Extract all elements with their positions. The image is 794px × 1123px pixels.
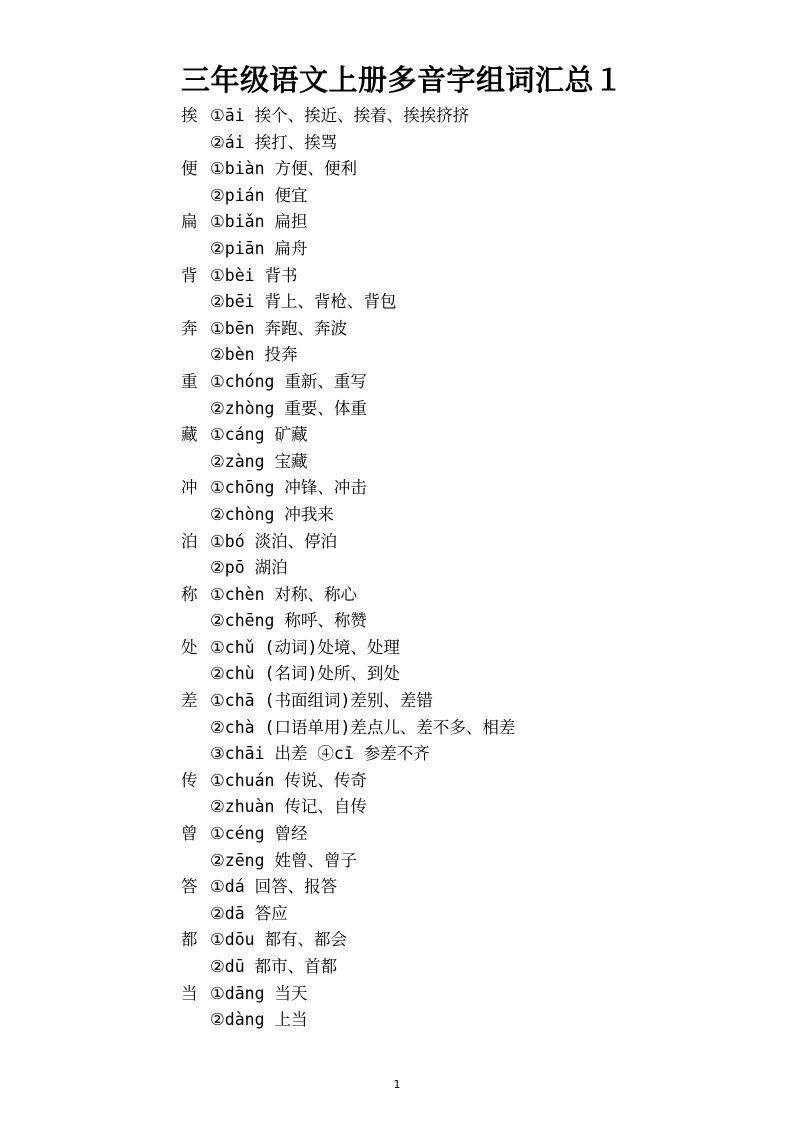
pronunciation-and-words: ①dāng 当天 (210, 983, 308, 1003)
list-item (181, 316, 741, 343)
pronunciation-and-words: ②zēng 姓曾、曾子 (210, 850, 357, 870)
page-title: 三年级语文上册多音字组词汇总１ (181, 63, 624, 97)
list-item (181, 741, 741, 768)
pronunciation-and-words: ②chù (名词)处所、到处 (210, 664, 400, 684)
pronunciation-and-words: ①chuán 传说、传奇 (210, 770, 367, 790)
polyphone-character: 答 (181, 877, 198, 897)
polyphone-character: 曾 (181, 824, 198, 844)
pronunciation-and-words: ①bèi 背书 (210, 265, 298, 285)
pronunciation-and-words: ①céng 曾经 (210, 824, 308, 844)
list-item (181, 396, 741, 423)
pronunciation-and-words: ②zhòng 重要、体重 (210, 398, 367, 418)
polyphone-character: 藏 (181, 425, 198, 445)
pronunciation-and-words: ①chǔ (动词)处境、处理 (210, 637, 400, 657)
list-item (181, 901, 741, 928)
pronunciation-and-words: ①cáng 矿藏 (210, 425, 308, 445)
polyphone-character: 奔 (181, 318, 198, 338)
pronunciation-and-words: ②dā 答应 (210, 903, 288, 923)
list-item (181, 130, 741, 157)
polyphone-character: 冲 (181, 478, 198, 498)
pronunciation-and-words: ①āi 挨个、挨近、挨着、挨挨挤挤 (210, 106, 470, 125)
polyphone-character: 当 (181, 983, 198, 1003)
pronunciation-and-words: ①chōng 冲锋、冲击 (210, 478, 367, 498)
list-item (181, 608, 741, 635)
list-item (181, 981, 741, 1008)
list-item (181, 1007, 741, 1034)
pronunciation-and-words: ③chāi 出差 ④cī 参差不齐 (210, 744, 430, 764)
pronunciation-and-words: ①bēn 奔跑、奔波 (210, 318, 348, 338)
list-item (181, 369, 741, 396)
list-item (181, 582, 741, 609)
list-item (181, 768, 741, 795)
pronunciation-and-words: ②ái 挨打、挨骂 (210, 132, 338, 152)
list-item (181, 183, 741, 210)
pronunciation-and-words: ②chēng 称呼、称赞 (210, 611, 367, 631)
pronunciation-and-words: ②pō 湖泊 (210, 558, 288, 578)
pronunciation-and-words: ②pián 便宜 (210, 185, 308, 205)
polyphone-list (181, 103, 741, 1034)
list-item (181, 794, 741, 821)
polyphone-character: 挨 (181, 106, 198, 125)
pronunciation-and-words: ②bēi 背上、背枪、背包 (210, 292, 397, 312)
polyphone-character: 处 (181, 637, 198, 657)
pronunciation-and-words: ①chóng 重新、重写 (210, 371, 367, 391)
polyphone-character: 泊 (181, 531, 198, 551)
list-item (181, 529, 741, 556)
list-item (181, 103, 741, 130)
polyphone-character: 都 (181, 930, 198, 950)
list-item (181, 954, 741, 981)
pronunciation-and-words: ①dōu 都有、都会 (210, 930, 348, 950)
list-item (181, 821, 741, 848)
polyphone-character: 差 (181, 691, 198, 711)
list-item (181, 688, 741, 715)
list-item (181, 874, 741, 901)
list-item (181, 927, 741, 954)
pronunciation-and-words: ①chèn 对称、称心 (210, 584, 357, 604)
list-item (181, 422, 741, 449)
list-item (181, 263, 741, 290)
list-item (181, 555, 741, 582)
polyphone-character: 称 (181, 584, 198, 604)
page-number: 1 (393, 1078, 401, 1091)
pronunciation-and-words: ②bèn 投奔 (210, 345, 298, 365)
list-item (181, 449, 741, 476)
pronunciation-and-words: ②dū 都市、首都 (210, 957, 338, 976)
pronunciation-and-words: ①dá 回答、报答 (210, 877, 338, 897)
pronunciation-and-words: ②zhuàn 传记、自传 (210, 797, 367, 817)
list-item (181, 289, 741, 316)
polyphone-character: 传 (181, 770, 198, 790)
list-item (181, 342, 741, 369)
list-item (181, 209, 741, 236)
pronunciation-and-words: ②zàng 宝藏 (210, 451, 308, 471)
list-item (181, 715, 741, 742)
list-item (181, 502, 741, 529)
list-item (181, 661, 741, 688)
list-item (181, 156, 741, 183)
pronunciation-and-words: ①bó 淡泊、停泊 (210, 531, 338, 551)
polyphone-character: 背 (181, 265, 198, 285)
list-item (181, 475, 741, 502)
pronunciation-and-words: ②dàng 上当 (210, 1010, 308, 1030)
pronunciation-and-words: ②piān 扁舟 (210, 238, 308, 258)
pronunciation-and-words: ①chā (书面组词)差别、差错 (210, 691, 433, 711)
pronunciation-and-words: ①biàn 方便、便利 (210, 159, 357, 179)
pronunciation-and-words: ②chà (口语单用)差点儿、差不多、相差 (210, 717, 516, 737)
polyphone-character: 重 (181, 371, 198, 391)
polyphone-character: 便 (181, 159, 198, 179)
pronunciation-and-words: ②chòng 冲我来 (210, 504, 334, 524)
list-item (181, 848, 741, 875)
list-item (181, 635, 741, 662)
list-item (181, 236, 741, 263)
polyphone-character: 扁 (181, 212, 198, 232)
pronunciation-and-words: ①biǎn 扁担 (210, 212, 308, 232)
